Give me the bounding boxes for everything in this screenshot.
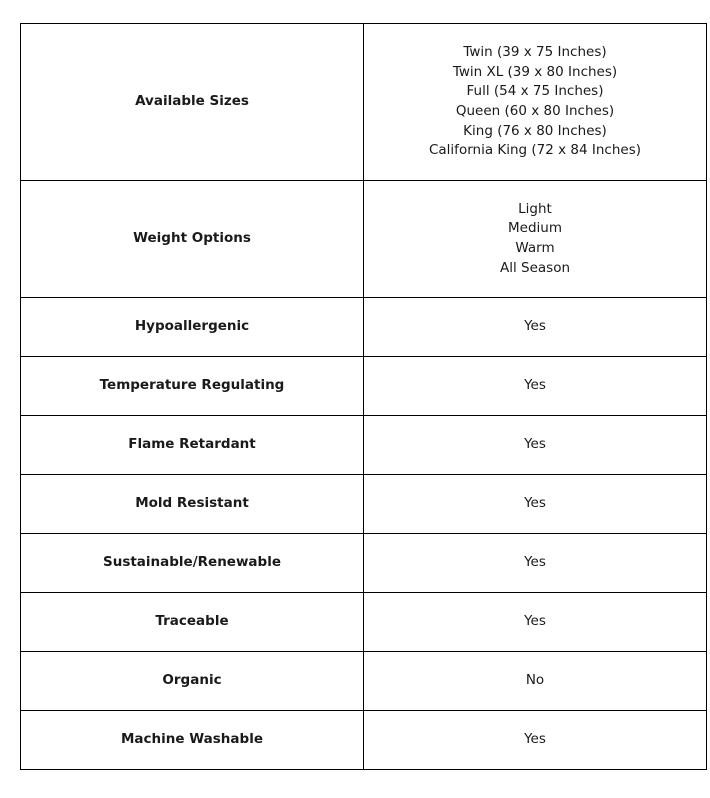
value-mold-resistant: Yes — [364, 475, 707, 534]
label-flame-retardant: Flame Retardant — [21, 416, 364, 475]
table-row-available-sizes — [21, 24, 707, 181]
value-traceable: Yes — [364, 593, 707, 652]
value-weight-options — [364, 181, 707, 298]
table-row-traceable — [21, 593, 707, 652]
size-option: California King (72 x 84 Inches) — [428, 142, 642, 159]
weight-option: Medium — [508, 220, 562, 237]
value-organic: No — [364, 652, 707, 711]
table-row-sustainable-renewable — [21, 534, 707, 593]
label-traceable: Traceable — [21, 593, 364, 652]
label-weight-options: Weight Options — [21, 181, 364, 298]
size-option: Twin XL (39 x 80 Inches) — [452, 63, 618, 80]
label-organic: Organic — [21, 652, 364, 711]
table-row-machine-washable — [21, 711, 707, 770]
table-row-mold-resistant — [21, 475, 707, 534]
value-flame-retardant: Yes — [364, 416, 707, 475]
weight-option: All Season — [499, 259, 571, 276]
label-available-sizes: Available Sizes — [21, 24, 364, 181]
label-temperature-regulating: Temperature Regulating — [21, 357, 364, 416]
size-option: Twin (39 x 75 Inches) — [463, 44, 607, 61]
table-row-hypoallergenic — [21, 298, 707, 357]
spec-table — [20, 23, 707, 770]
value-sustainable-renewable: Yes — [364, 534, 707, 593]
label-machine-washable: Machine Washable — [21, 711, 364, 770]
weight-option: Warm — [515, 240, 555, 256]
value-machine-washable: Yes — [364, 711, 707, 770]
value-available-sizes — [364, 24, 707, 181]
size-option: King (76 x 80 Inches) — [463, 122, 607, 139]
label-hypoallergenic: Hypoallergenic — [21, 298, 364, 357]
table-row-weight-options — [21, 181, 707, 298]
label-mold-resistant: Mold Resistant — [21, 475, 364, 534]
weight-option: Light — [518, 200, 552, 217]
size-option: Full (54 x 75 Inches) — [466, 83, 604, 100]
table-row-flame-retardant — [21, 416, 707, 475]
size-option: Queen (60 x 80 Inches) — [455, 103, 615, 119]
table-row-organic — [21, 652, 707, 711]
table-row-temperature-regulating — [21, 357, 707, 416]
value-hypoallergenic: Yes — [364, 298, 707, 357]
value-temperature-regulating: Yes — [364, 357, 707, 416]
label-sustainable-renewable: Sustainable/Renewable — [21, 534, 364, 593]
